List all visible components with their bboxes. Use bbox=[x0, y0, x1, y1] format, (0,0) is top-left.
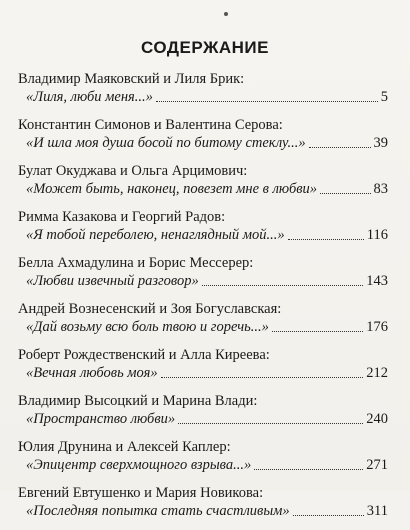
toc-title-line bbox=[18, 456, 388, 474]
toc-authors: Владимир Маяковский и Лиля Брик: bbox=[18, 71, 245, 87]
toc-authors: Константин Симонов и Валентина Серова: bbox=[18, 117, 283, 133]
toc-work-title: «Лиля, люби меня...» bbox=[26, 89, 153, 105]
toc-work-title: «Вечная любовь моя» bbox=[26, 365, 158, 381]
toc-title-line bbox=[18, 410, 388, 428]
toc-authors: Андрей Вознесенский и Зоя Богуславская: bbox=[18, 301, 282, 317]
toc-page-number: 39 bbox=[373, 135, 388, 151]
toc-entry bbox=[18, 208, 388, 244]
toc-page-number: 5 bbox=[380, 89, 388, 105]
toc-entry bbox=[18, 116, 388, 152]
dot-leader bbox=[272, 331, 363, 332]
dot-leader bbox=[178, 423, 363, 424]
toc-page-number: 176 bbox=[366, 319, 388, 335]
toc-authors: Булат Окуджава и Ольга Арцимович: bbox=[18, 163, 248, 179]
toc-title-line bbox=[18, 318, 388, 336]
toc-title-line bbox=[18, 134, 388, 152]
print-mark bbox=[224, 12, 228, 16]
toc-authors: Юлия Друнина и Алексей Каплер: bbox=[18, 439, 231, 455]
dot-leader bbox=[293, 515, 364, 516]
toc-page-number: 212 bbox=[366, 365, 388, 381]
dot-leader bbox=[156, 101, 378, 102]
toc-work-title: «И шла моя душа босой по битому стеклу...» bbox=[26, 135, 306, 151]
toc-entry bbox=[18, 254, 388, 290]
toc-work-title: «Любви извечный разговор» bbox=[26, 273, 199, 289]
toc-title-line bbox=[18, 364, 388, 382]
toc-work-title: «Пространство любви» bbox=[26, 411, 176, 427]
toc-entry bbox=[18, 300, 388, 336]
toc-page-number: 83 bbox=[373, 181, 388, 197]
toc-authors: Белла Ахмадулина и Борис Мессерер: bbox=[18, 255, 254, 271]
toc-authors: Роберт Рождественский и Алла Киреева: bbox=[18, 347, 270, 363]
toc-title-line bbox=[18, 88, 388, 106]
toc-authors: Владимир Высоцкий и Марина Влади: bbox=[18, 393, 258, 409]
toc-work-title: «Я тобой переболею, ненаглядный мой...» bbox=[26, 227, 285, 243]
toc-work-title: «Дай возьму всю боль твою и горечь...» bbox=[26, 319, 269, 335]
toc-entry bbox=[18, 438, 388, 474]
dot-leader bbox=[254, 469, 363, 470]
toc-authors: Евгений Евтушенко и Мария Новикова: bbox=[18, 485, 264, 501]
toc-entry bbox=[18, 162, 388, 198]
dot-leader bbox=[309, 147, 371, 148]
toc-page-number: 116 bbox=[366, 227, 388, 243]
toc-page-number: 143 bbox=[366, 273, 388, 289]
toc-page-number: 311 bbox=[366, 503, 388, 519]
toc-work-title: «Может быть, наконец, повезет мне в любви» bbox=[26, 181, 318, 197]
toc-entry bbox=[18, 484, 388, 520]
dot-leader bbox=[288, 239, 364, 240]
toc-title-line bbox=[18, 272, 388, 290]
toc-title-line bbox=[18, 226, 388, 244]
page-title: СОДЕРЖАНИЕ bbox=[141, 38, 269, 57]
dot-leader bbox=[320, 193, 370, 194]
toc-entry bbox=[18, 392, 388, 428]
toc-authors: Римма Казакова и Георгий Радов: bbox=[18, 209, 226, 225]
dot-leader bbox=[202, 285, 364, 286]
dot-leader bbox=[161, 377, 364, 378]
toc-work-title: «Эпицентр сверхмощного взрыва...» bbox=[26, 457, 252, 473]
toc-title-line bbox=[18, 502, 388, 520]
toc-page-number: 240 bbox=[366, 411, 388, 427]
table-of-contents bbox=[18, 70, 388, 530]
toc-page-number: 271 bbox=[366, 457, 388, 473]
toc-title-line bbox=[18, 180, 388, 198]
toc-entry bbox=[18, 70, 388, 106]
toc-entry bbox=[18, 346, 388, 382]
toc-work-title: «Последняя попытка стать счастливым» bbox=[26, 503, 290, 519]
